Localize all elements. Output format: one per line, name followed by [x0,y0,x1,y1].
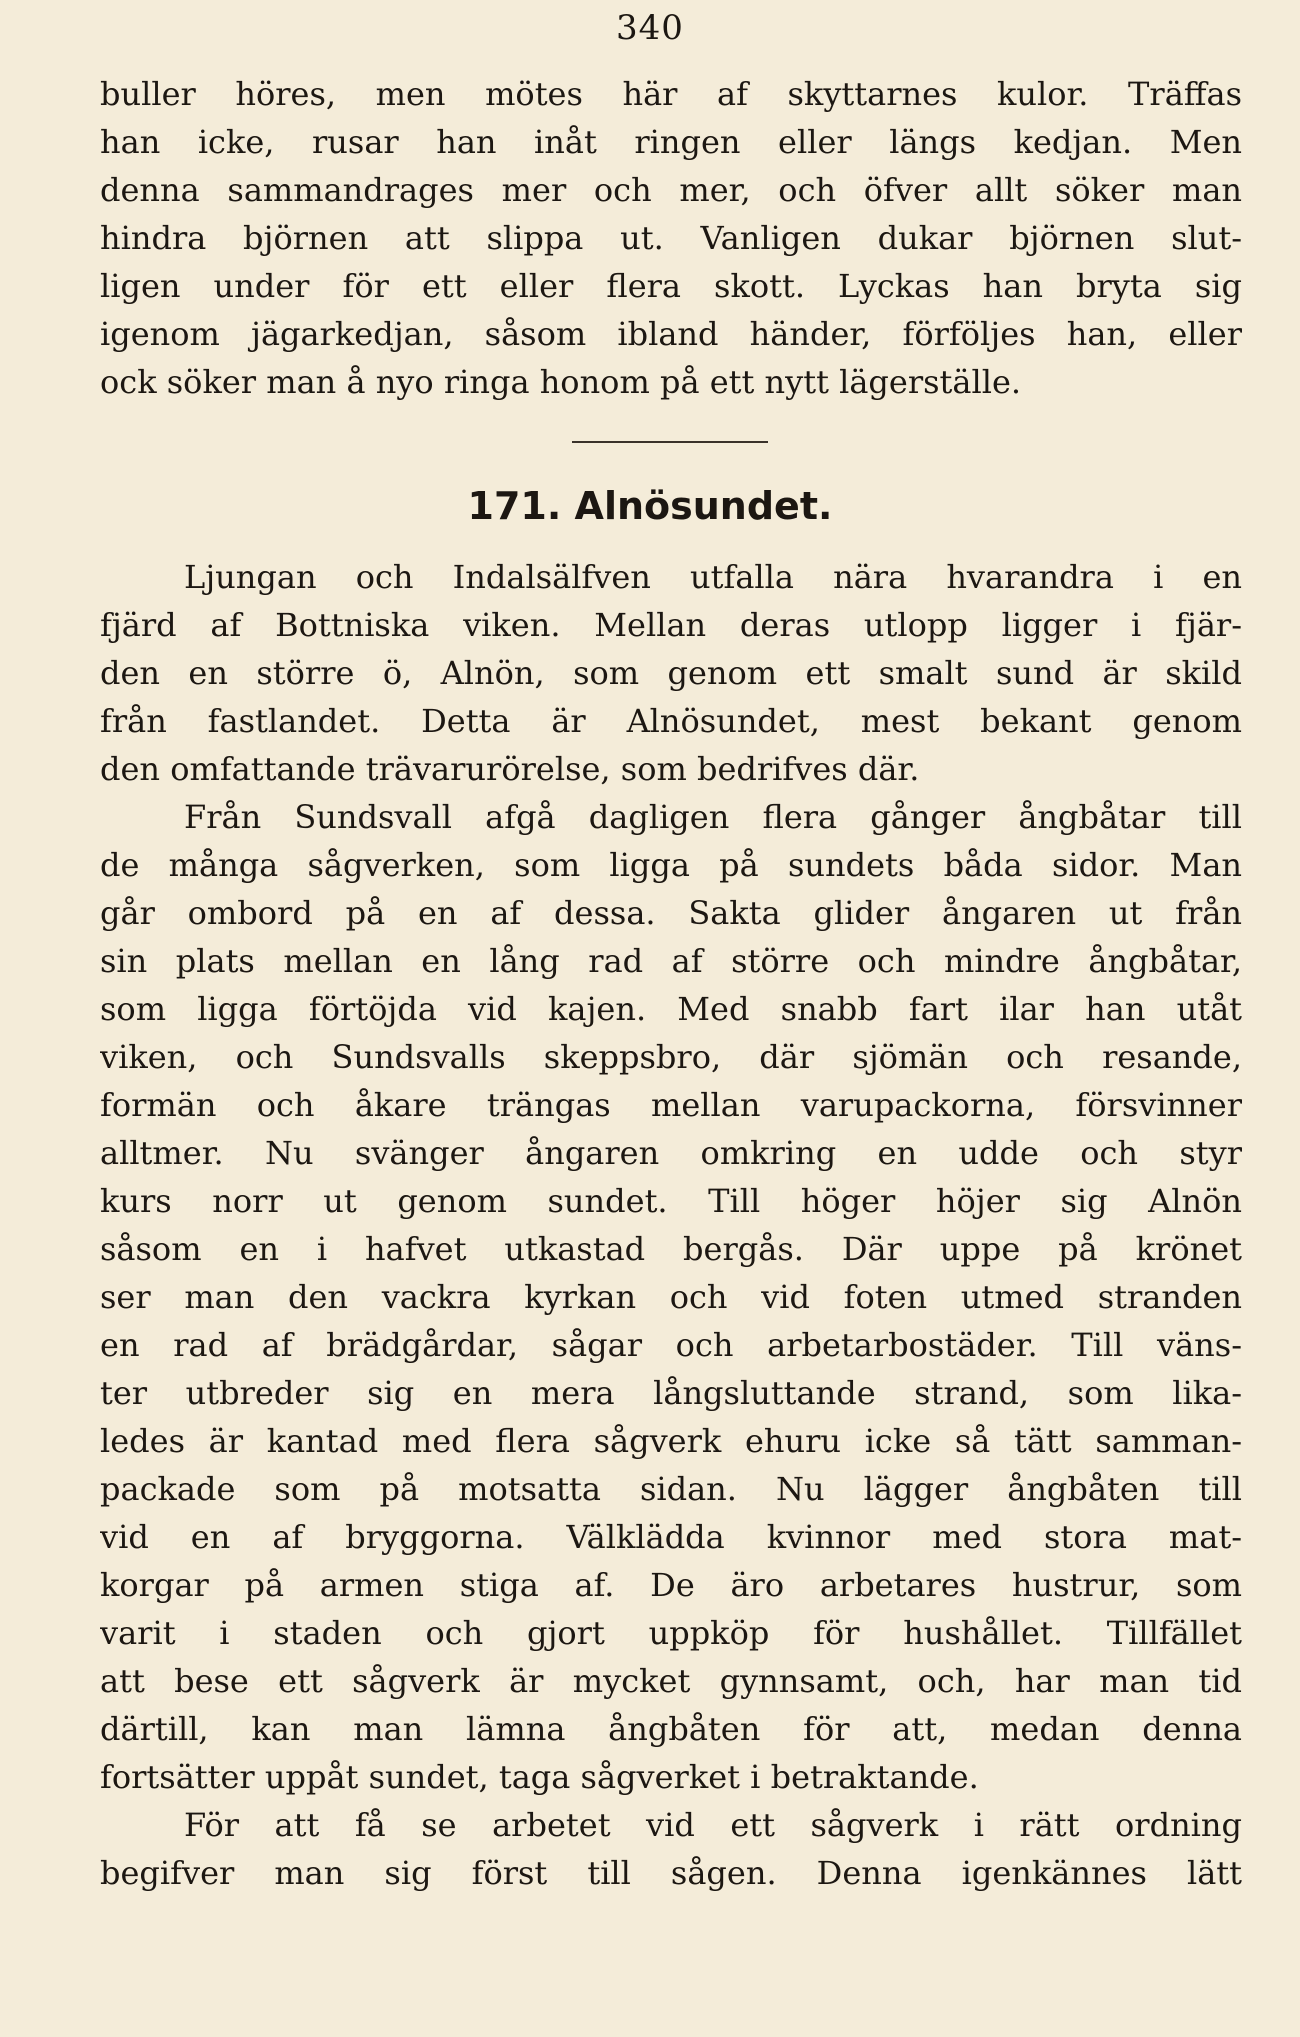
text-line: ter utbreder sig en mera långsluttande strand, som lika- [100,1374,1242,1412]
text-line: därtill, kan man lämna ångbåten för att, medan denna [100,1710,1242,1748]
text-line: de många sågverken, som ligga på sundets båda sidor. Man [100,846,1242,884]
text-line: Ljungan och Indalsälfven utfalla nära hvarandra i en [184,558,1242,596]
text-line: går ombord på en af dessa. Sakta glider ångaren ut från [100,894,1242,932]
text-line: en rad af brädgårdar, sågar och arbetarbostäder. Till väns- [100,1326,1242,1364]
page-number: 340 [616,8,684,48]
text-line: viken, och Sundsvalls skeppsbro, där sjömän och resande, [100,1038,1242,1076]
text-line: Från Sundsvall afgå dagligen flera gånger ångbåtar till [184,798,1242,836]
text-line: fortsätter uppåt sundet, taga sågverket i betraktande. [100,1758,979,1796]
section-body [100,553,1242,1897]
text-line: vid en af bryggorna. Välklädda kvinnor med stora mat- [100,1518,1242,1556]
text-line: sin plats mellan en lång rad af större och mindre ångbåtar, [100,942,1242,980]
text-line: För att få se arbetet vid ett sågverk i rätt ordning [184,1806,1242,1844]
section-divider [572,441,768,443]
text-line: såsom en i hafvet utkastad bergås. Där uppe på krönet [100,1230,1242,1268]
text-line: begifver man sig först till sågen. Denna igenkännes lätt [100,1854,1242,1892]
text-line: varit i staden och gjort uppköp för hushållet. Tillfället [100,1614,1242,1652]
opening-paragraph [100,70,1242,406]
text-line: den omfattande trävarurörelse, som bedrifves där. [100,750,920,788]
text-line: ser man den vackra kyrkan och vid foten utmed stranden [100,1278,1242,1316]
text-line: alltmer. Nu svänger ångaren omkring en udde och styr [100,1134,1242,1172]
text-line: denna sammandrages mer och mer, och öfver allt söker man [100,171,1242,209]
text-line: fjärd af Bottniska viken. Mellan deras utlopp ligger i fjär- [100,606,1242,644]
text-line: att bese ett sågverk är mycket gynnsamt, och, har man tid [100,1662,1242,1700]
text-line: igenom jägarkedjan, såsom ibland händer, förföljes han, eller [100,315,1242,353]
text-line: korgar på armen stiga af. De äro arbetares hustrur, som [100,1566,1242,1604]
text-line: han icke, rusar han inåt ringen eller längs kedjan. Men [100,123,1242,161]
text-line: formän och åkare trängas mellan varupackorna, försvinner [100,1086,1242,1124]
text-line: den en större ö, Alnön, som genom ett smalt sund är skild [100,654,1242,692]
text-line: ledes är kantad med flera sågverk ehuru icke så tätt samman- [100,1422,1242,1460]
text-line: ock söker man å nyo ringa honom på ett nytt lägerställe. [100,363,1022,401]
text-line: packade som på motsatta sidan. Nu lägger ångbåten till [100,1470,1242,1508]
text-line: som ligga förtöjda vid kajen. Med snabb fart ilar han utåt [100,990,1242,1028]
text-line: från fastlandet. Detta är Alnösundet, mest bekant genom [100,702,1242,740]
text-line: kurs norr ut genom sundet. Till höger höjer sig Alnön [100,1182,1242,1220]
text-line: hindra björnen att slippa ut. Vanligen dukar björnen slut- [100,219,1242,257]
section-heading: 171. Alnösundet. [467,484,833,528]
text-line: ligen under för ett eller flera skott. Lyckas han bryta sig [100,267,1242,305]
text-line: buller höres, men mötes här af skyttarnes kulor. Träffas [100,75,1242,113]
